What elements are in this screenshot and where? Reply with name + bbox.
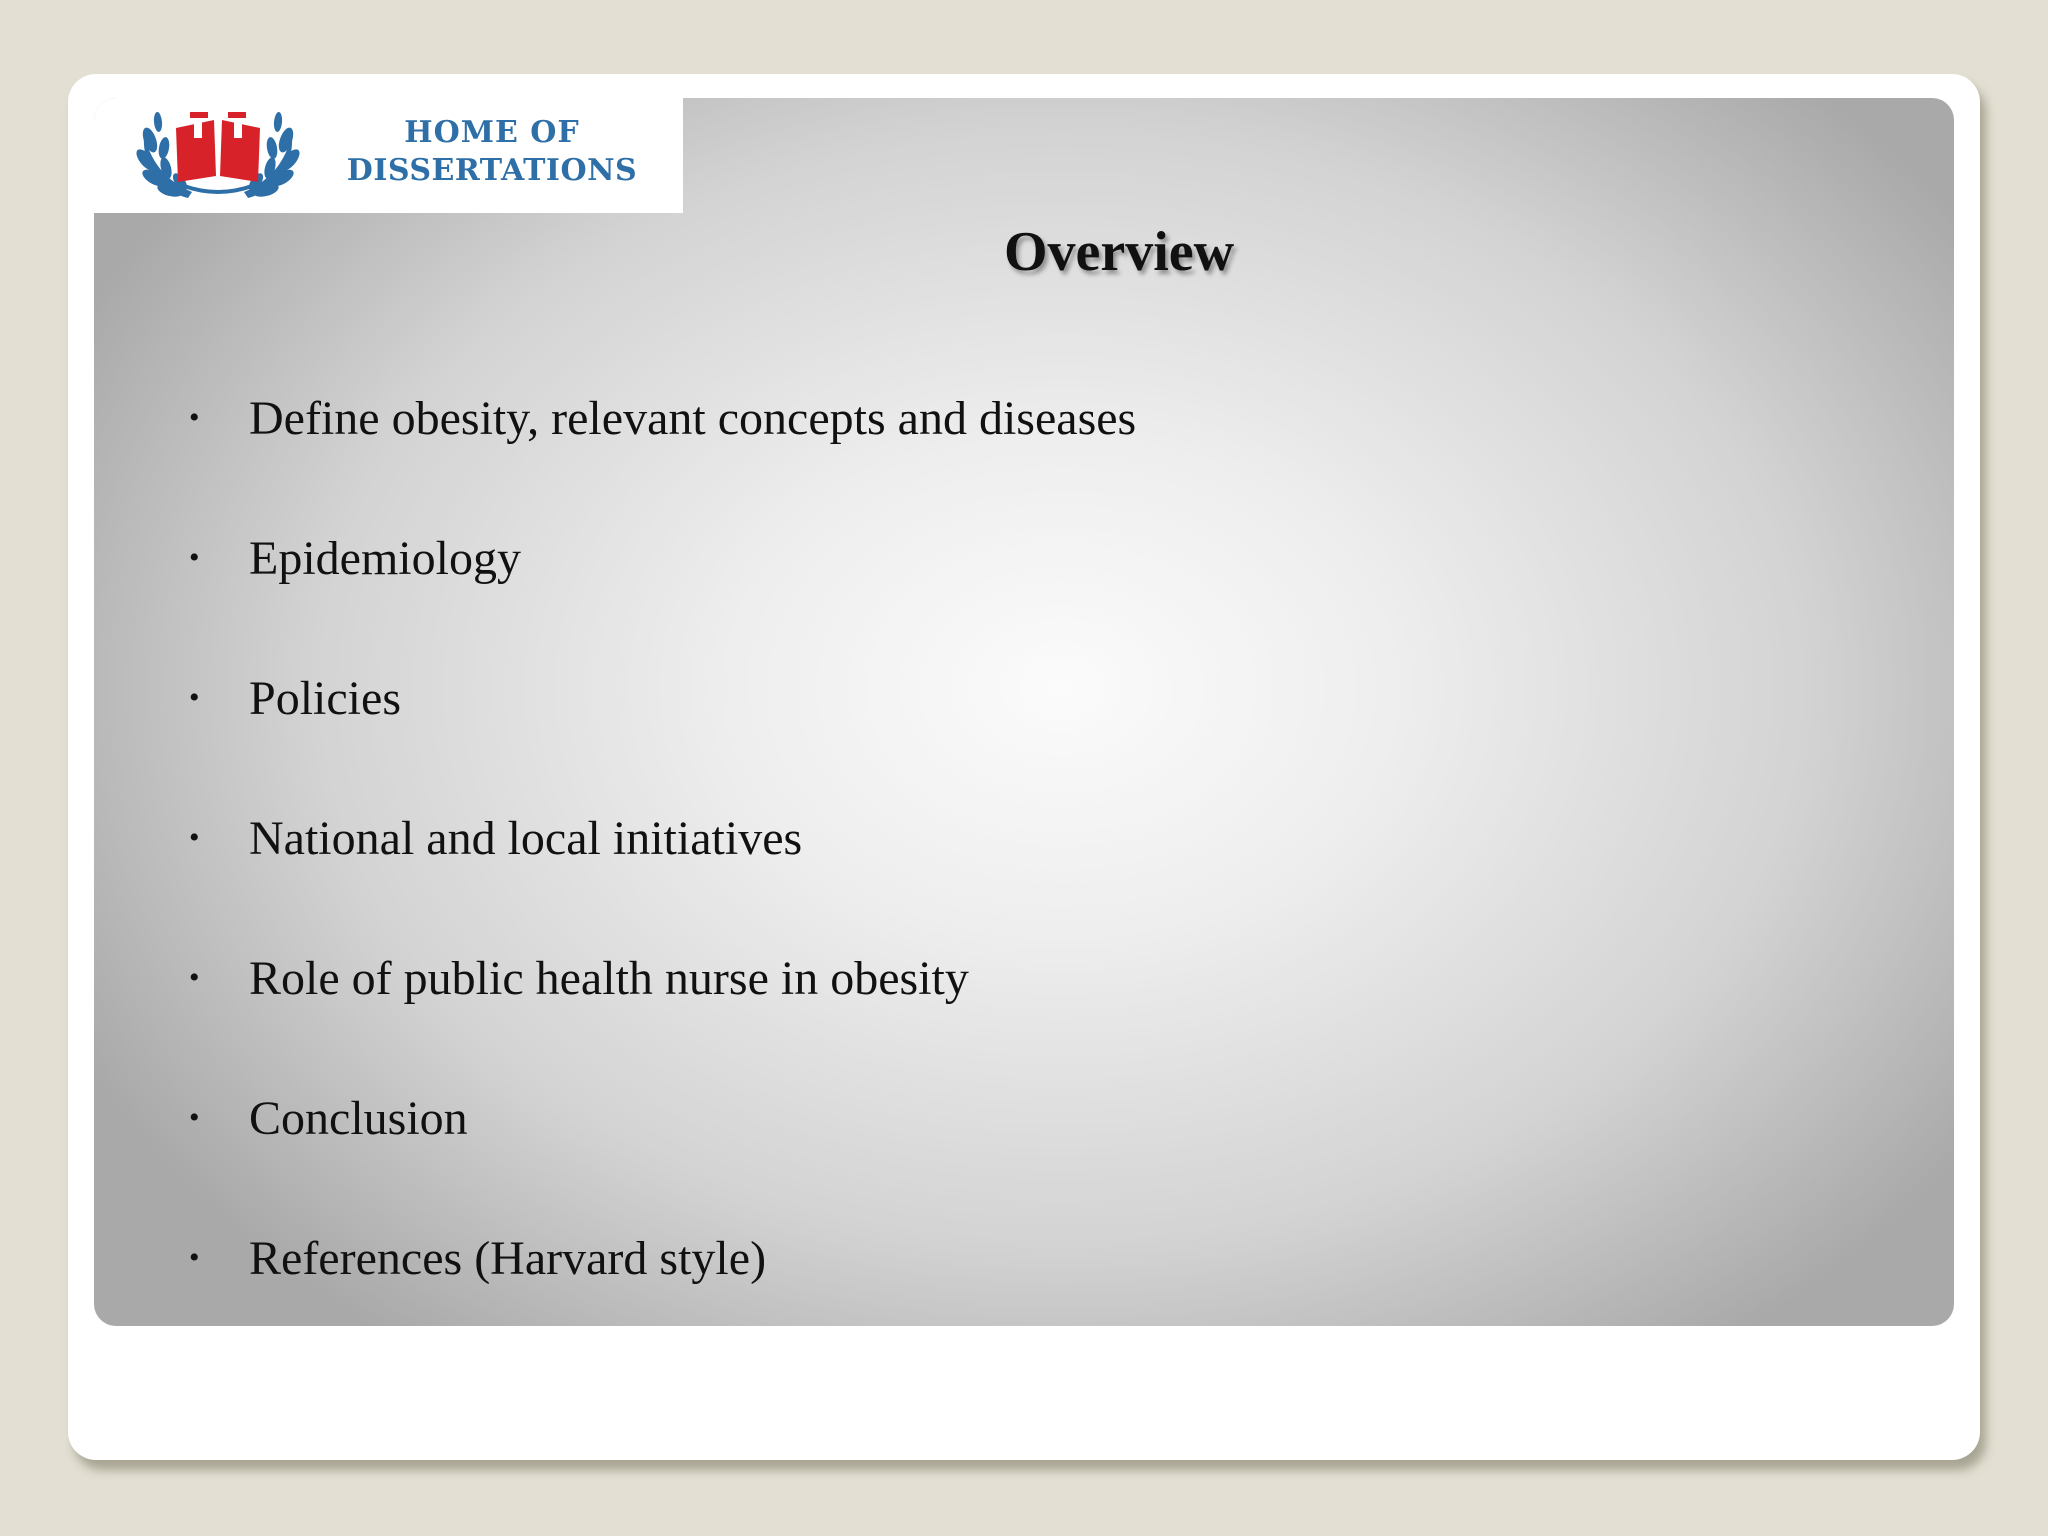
bullet-glyph: • bbox=[189, 681, 200, 714]
bullet-item bbox=[189, 488, 1136, 628]
bullet-glyph: • bbox=[189, 961, 200, 994]
logo bbox=[94, 98, 683, 213]
bullet-item bbox=[189, 348, 1136, 488]
slide-title: Overview bbox=[1003, 221, 1235, 283]
bullet-glyph: • bbox=[189, 401, 200, 434]
bullet-glyph: • bbox=[189, 821, 200, 854]
logo-line-1: HOME OF bbox=[404, 115, 580, 150]
bullet-text: Role of public health nurse in obesity bbox=[249, 951, 969, 1005]
bullet-text: National and local initiatives bbox=[249, 811, 803, 865]
logo-wordmark bbox=[322, 114, 662, 190]
bullet-text: Define obesity, relevant concepts and diseases bbox=[249, 391, 1137, 445]
bullet-item bbox=[189, 768, 1136, 908]
bullet-list bbox=[189, 348, 1136, 1326]
slide-frame bbox=[68, 74, 1980, 1460]
bullet-glyph: • bbox=[189, 1101, 200, 1134]
bullet-text: Conclusion bbox=[249, 1091, 468, 1145]
slide-content-panel bbox=[94, 98, 1954, 1326]
bullet-glyph: • bbox=[189, 541, 200, 574]
bullet-text: References (Harvard style) bbox=[249, 1231, 767, 1285]
bullet-text: Policies bbox=[249, 671, 401, 725]
bullet-item bbox=[189, 1188, 1136, 1326]
laurel-book-emblem-icon bbox=[128, 100, 308, 204]
logo-line-2: DISSERTATIONS bbox=[346, 153, 638, 188]
bullet-item bbox=[189, 628, 1136, 768]
bullet-text: Epidemiology bbox=[249, 531, 521, 585]
bullet-item bbox=[189, 908, 1136, 1048]
bullet-glyph: • bbox=[189, 1241, 200, 1274]
bullet-item bbox=[189, 1048, 1136, 1188]
